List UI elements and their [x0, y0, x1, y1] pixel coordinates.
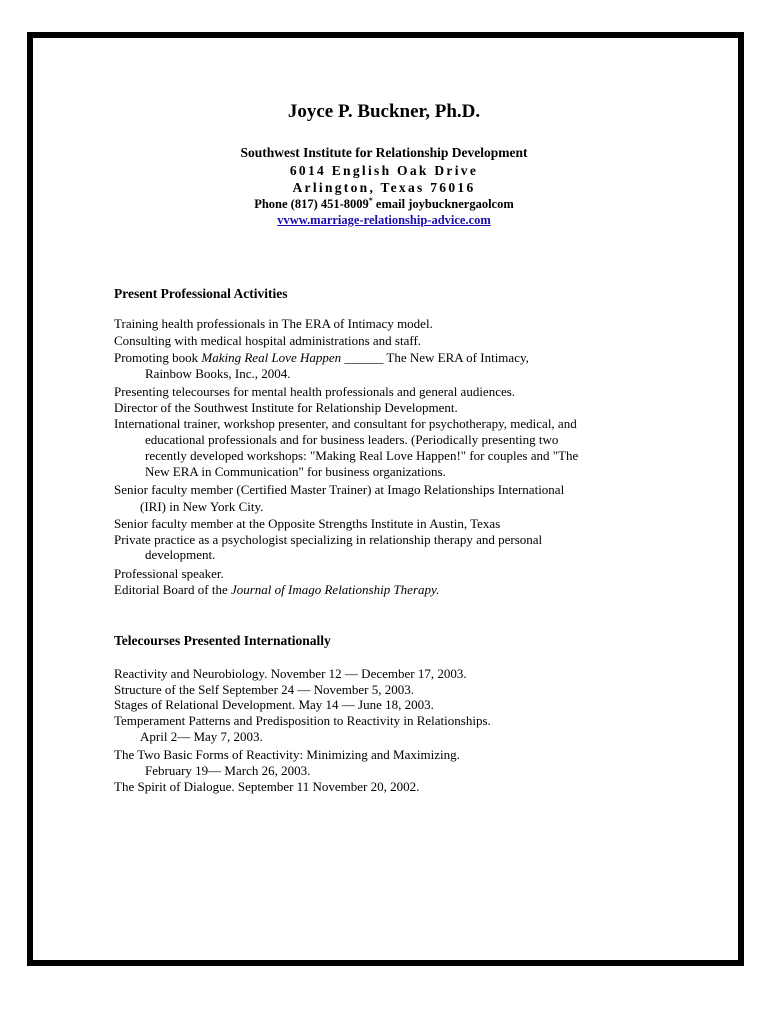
list-item-text: Promoting book	[114, 350, 202, 365]
journal-title: Journal of Imago Relationship Therapy.	[230, 582, 440, 597]
contact-line	[0, 196, 768, 212]
list-item-continuation: February 19— March 26, 2003.	[145, 763, 311, 778]
list-item: Reactivity and Neurobiology. November 12 — December 17, 2003.	[114, 666, 467, 681]
list-item-text: Editorial Board of the	[114, 582, 231, 597]
list-item-continuation: April 2— May 7, 2003.	[140, 729, 263, 744]
street-address: 6014 English Oak Drive	[289, 163, 479, 178]
phone-mark: *	[368, 196, 373, 205]
list-item-continuation: (IRI) in New York City.	[140, 499, 264, 514]
section-title-activities: Present Professional Activities	[114, 286, 288, 301]
list-item-continuation: Rainbow Books, Inc., 2004.	[145, 366, 291, 381]
list-item: Senior faculty member at the Opposite Strengths Institute in Austin, Texas	[114, 516, 501, 531]
section-title-telecourses: Telecourses Presented Internationally	[114, 633, 331, 648]
list-item-continuation: development.	[145, 547, 216, 562]
list-item: Consulting with medical hospital administrations and staff.	[114, 333, 422, 348]
website-row	[0, 213, 768, 228]
list-item: Temperament Patterns and Predisposition to Reactivity in Relationships.	[114, 713, 491, 728]
list-item-text: ______ The New ERA of Intimacy,	[341, 350, 529, 365]
list-item: The Two Basic Forms of Reactivity: Minimizing and Maximizing.	[114, 747, 460, 762]
list-item-continuation: recently developed workshops: "Making Real Love Happen!" for couples and "The	[145, 448, 579, 463]
author-name: Joyce P. Buckner, Ph.D.	[287, 101, 481, 122]
list-item: Private practice as a psychologist specializing in relationship therapy and personal	[114, 532, 543, 547]
list-item-continuation: New ERA in Communication" for business organizations.	[145, 464, 446, 479]
list-item	[114, 582, 439, 598]
website-link[interactable]: vvww.marriage-relationship-advice.com	[277, 213, 491, 227]
list-item: International trainer, workshop presenter, and consultant for psychotherapy, medical, and	[114, 416, 577, 431]
phone-number: Phone (817) 451-8009	[254, 197, 369, 212]
book-title: Making Real Love Happen	[201, 350, 342, 365]
list-item-continuation: educational professionals and for business leaders. (Periodically presenting two	[145, 432, 559, 447]
list-item: Professional speaker.	[114, 566, 224, 581]
list-item: Director of the Southwest Institute for Relationship Development.	[114, 400, 458, 415]
list-item: Training health professionals in The ERA of Intimacy model.	[114, 316, 433, 331]
list-item	[114, 350, 529, 366]
list-item: Structure of the Self September 24 — November 5, 2003.	[114, 682, 415, 697]
list-item: Presenting telecourses for mental health professionals and general audiences.	[114, 384, 516, 399]
list-item: Stages of Relational Development. May 14 — June 18, 2003.	[114, 697, 434, 712]
city-address: Arlington, Texas 76016	[292, 180, 476, 195]
email-address: email joybucknergaolcom	[372, 197, 514, 212]
list-item: Senior faculty member (Certified Master Trainer) at Imago Relationships International	[114, 482, 565, 497]
list-item: The Spirit of Dialogue. September 11 November 20, 2002.	[114, 779, 420, 794]
institute-name: Southwest Institute for Relationship Development	[240, 145, 528, 160]
